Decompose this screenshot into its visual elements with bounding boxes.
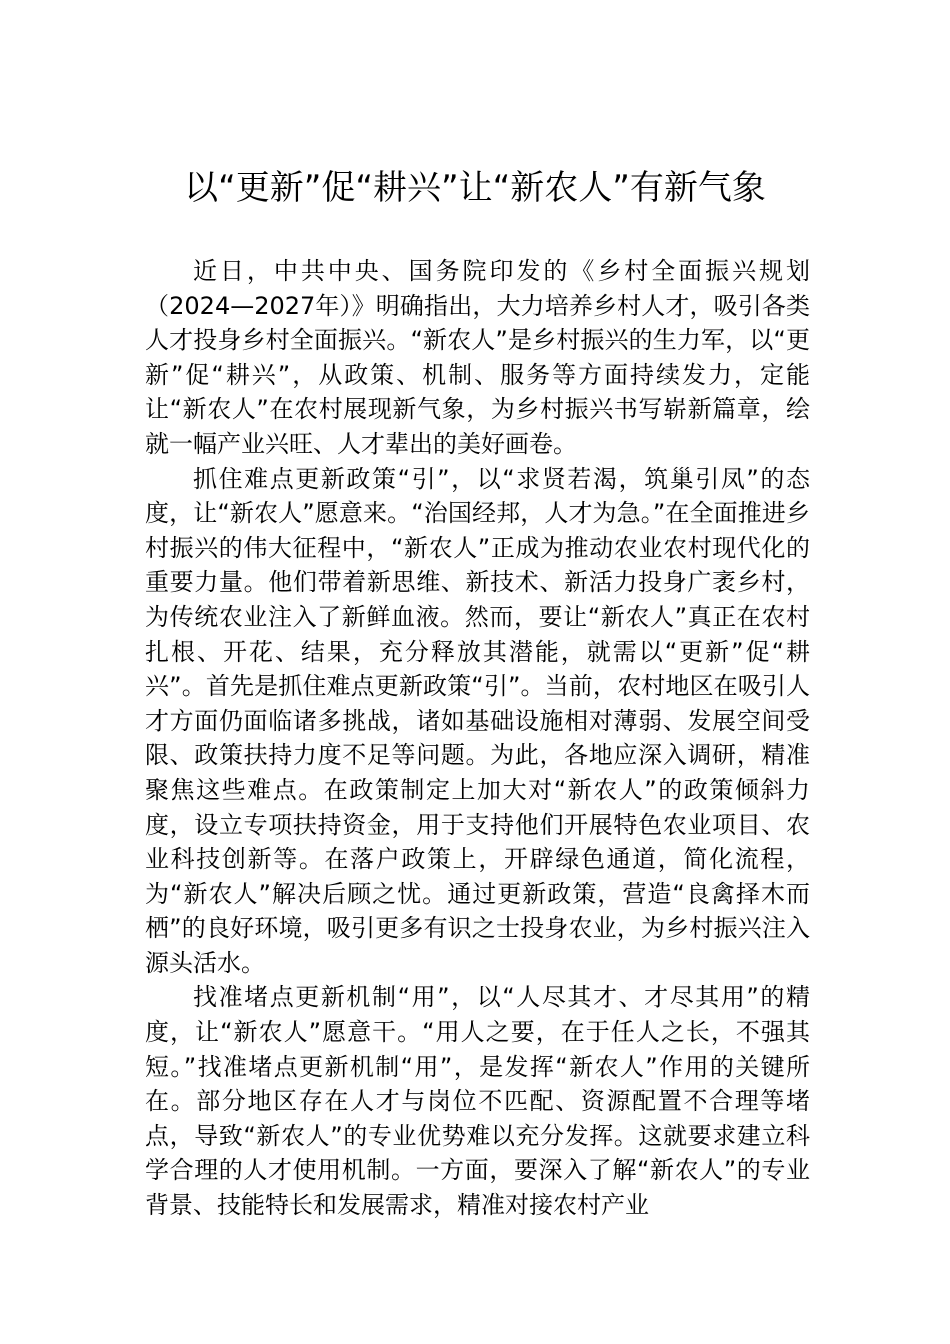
document-body	[145, 254, 810, 1223]
paragraph: 近日，中共中央、国务院印发的《乡村全面振兴规划（2024—2027年）》明确指出，大力培养乡村人才，吸引各类人才投身乡村全面振兴。“新农人”是乡村振兴的生力军，以“更新”促“耕兴”，从政策、机制、服务等方面持续发力，定能让“新农人”在农村展现新气象，为乡村振兴书写崭新篇章，绘就一幅产业兴旺、人才辈出的美好画卷。	[145, 257, 810, 458]
paragraph: 找准堵点更新机制“用”，以“人尽其才、才尽其用”的精度，让“新农人”愿意干。“用人之要，在于任人之长，不强其短。”找准堵点更新机制“用”，是发挥“新农人”作用的关键所在。部分地区存在人才与岗位不匹配、资源配置不合理等堵点，导致“新农人”的专业优势难以充分发挥。这就要求建立科学合理的人才使用机制。一方面，要深入了解“新农人”的专业背景、技能特长和发展需求，精准对接农村产业	[145, 983, 810, 1220]
paragraph: 抓住难点更新政策“引”，以“求贤若渴，筑巢引凤”的态度，让“新农人”愿意来。“治国经邦，人才为急。”在全面推进乡村振兴的伟大征程中，“新农人”正成为推动农业农村现代化的重要力量。他们带着新思维、新技术、新活力投身广袤乡村，为传统农业注入了新鲜血液。然而，要让“新农人”真正在农村扎根、开花、结果，充分释放其潜能，就需以“更新”促“耕兴”。首先是抓住难点更新政策“引”。当前，农村地区在吸引人才方面仍面临诸多挑战，诸如基础设施相对薄弱、发展空间受限、政策扶持力度不足等问题。为此，各地应深入调研，精准聚焦这些难点。在政策制定上加大对“新农人”的政策倾斜力度，设立专项扶持资金，用于支持他们开展特色农业项目、农业科技创新等。在落户政策上，开辟绿色通道，简化流程，为“新农人”解决后顾之忧。通过更新政策，营造“良禽择木而栖”的良好环境，吸引更多有识之士投身农业，为乡村振兴注入源头活水。	[145, 464, 810, 977]
document-title: 以“更新”促“耕兴”让“新农人”有新气象	[184, 168, 766, 208]
